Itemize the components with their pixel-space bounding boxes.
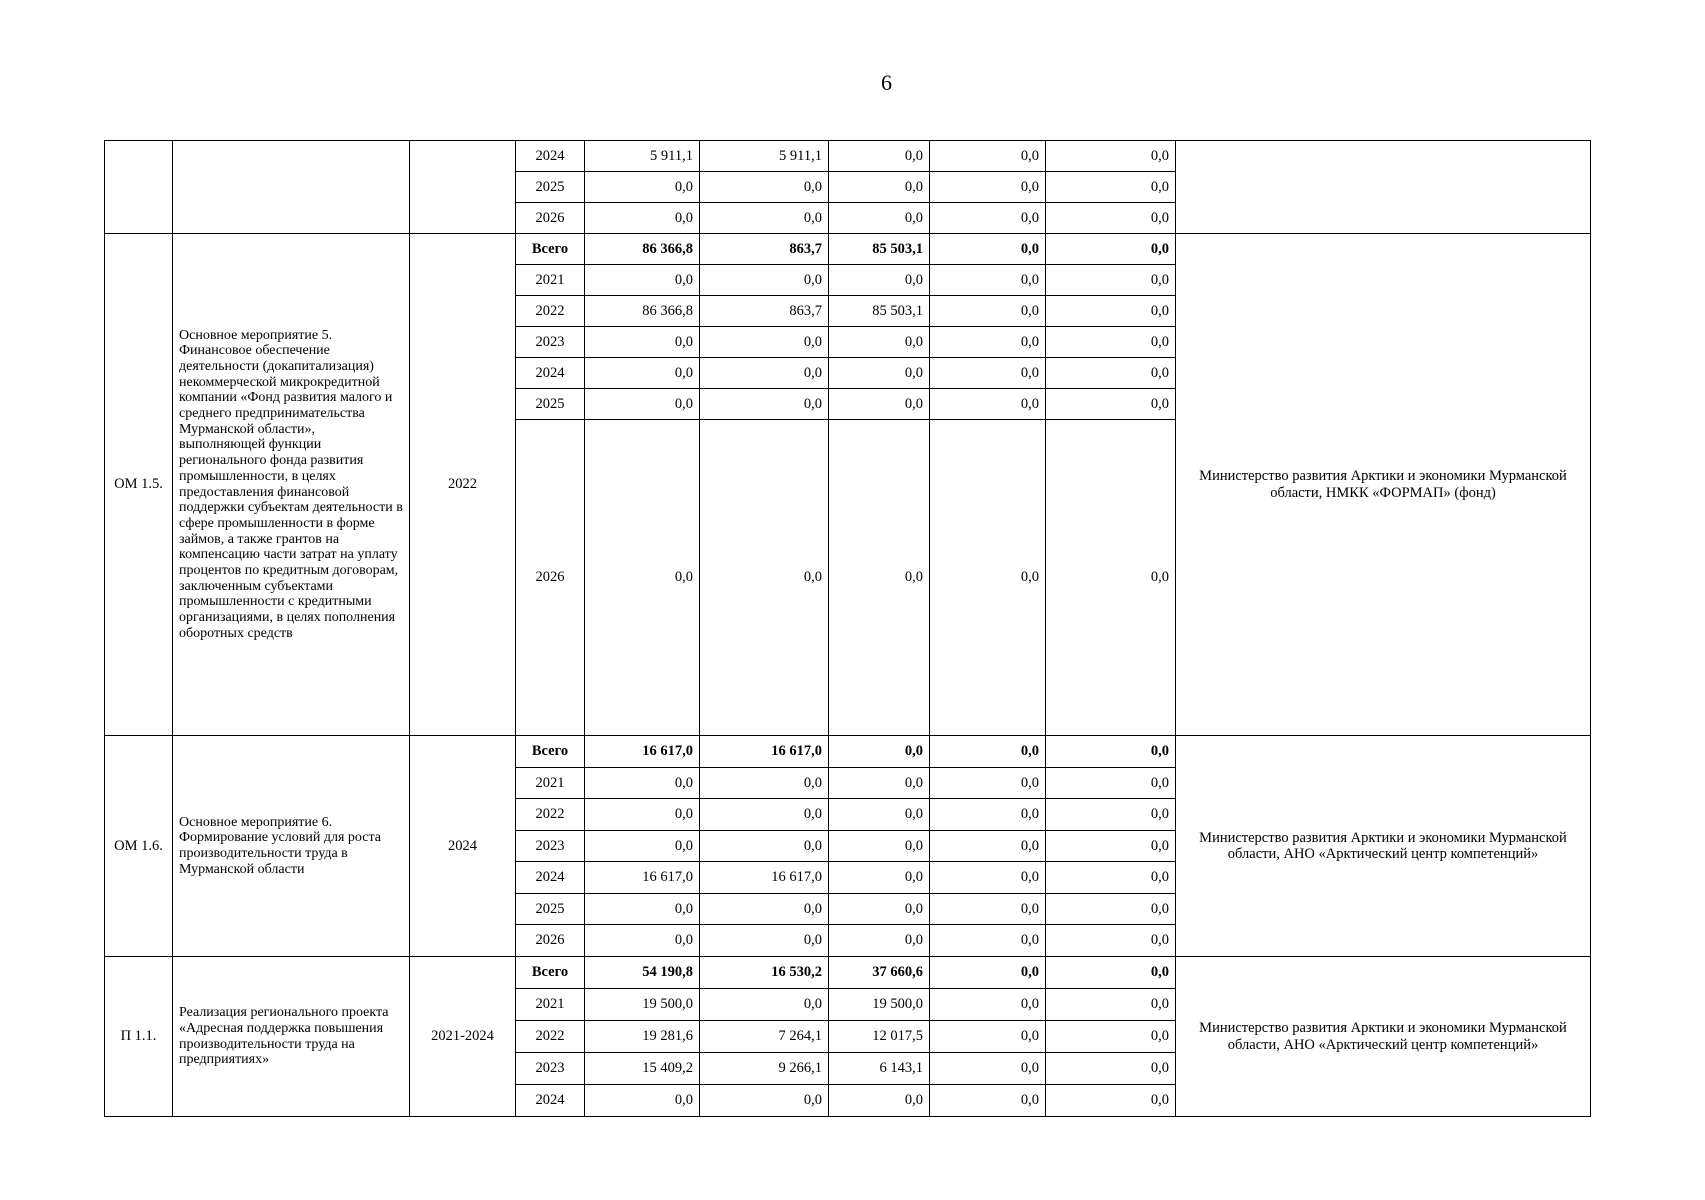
regional-budget-cell: 12 017,5: [829, 1021, 930, 1053]
total-amount-cell: 0,0: [585, 327, 700, 358]
year-cell: 2023: [516, 327, 585, 358]
local-budget-cell: 0,0: [930, 736, 1046, 768]
regional-budget-cell: 0,0: [829, 327, 930, 358]
other-sources-cell: 0,0: [1046, 203, 1176, 234]
regional-budget-cell: 0,0: [829, 736, 930, 768]
measure-block: [105, 957, 1591, 1117]
year-cell: 2022: [516, 1021, 585, 1053]
other-sources-cell: 0,0: [1046, 831, 1176, 862]
regional-budget-cell: 0,0: [829, 203, 930, 234]
local-budget-cell: 0,0: [930, 831, 1046, 862]
year-cell: 2021: [516, 989, 585, 1021]
other-sources-cell: 0,0: [1046, 389, 1176, 420]
other-sources-cell: 0,0: [1046, 925, 1176, 957]
total-amount-cell: 86 366,8: [585, 296, 700, 327]
year-cell: Всего: [516, 957, 585, 989]
federal-budget-cell: 16 617,0: [700, 736, 829, 768]
federal-budget-cell: 0,0: [700, 1085, 829, 1117]
year-cell: 2026: [516, 925, 585, 957]
local-budget-cell: 0,0: [930, 203, 1046, 234]
local-budget-cell: 0,0: [930, 358, 1046, 389]
total-amount-cell: 0,0: [585, 172, 700, 203]
regional-budget-cell: 85 503,1: [829, 234, 930, 265]
regional-budget-cell: 0,0: [829, 141, 930, 172]
total-amount-cell: 19 500,0: [585, 989, 700, 1021]
regional-budget-cell: 0,0: [829, 862, 930, 894]
total-amount-cell: 15 409,2: [585, 1053, 700, 1085]
total-amount-cell: 0,0: [585, 420, 700, 736]
federal-budget-cell: 863,7: [700, 234, 829, 265]
other-sources-cell: 0,0: [1046, 234, 1176, 265]
regional-budget-cell: 0,0: [829, 768, 930, 799]
measure-code: [105, 141, 173, 234]
federal-budget-cell: 863,7: [700, 296, 829, 327]
total-amount-cell: 0,0: [585, 894, 700, 925]
year-cell: 2024: [516, 141, 585, 172]
local-budget-cell: 0,0: [930, 234, 1046, 265]
other-sources-cell: 0,0: [1046, 141, 1176, 172]
local-budget-cell: 0,0: [930, 989, 1046, 1021]
local-budget-cell: 0,0: [930, 389, 1046, 420]
measure-block: [105, 141, 1591, 234]
federal-budget-cell: 16 530,2: [700, 957, 829, 989]
other-sources-cell: 0,0: [1046, 862, 1176, 894]
total-amount-cell: 0,0: [585, 799, 700, 831]
local-budget-cell: 0,0: [930, 862, 1046, 894]
regional-budget-cell: 0,0: [829, 799, 930, 831]
federal-budget-cell: 0,0: [700, 799, 829, 831]
local-budget-cell: 0,0: [930, 1021, 1046, 1053]
other-sources-cell: 0,0: [1046, 296, 1176, 327]
local-budget-cell: 0,0: [930, 1053, 1046, 1085]
measure-name: [173, 141, 410, 234]
measure-code: П 1.1.: [105, 957, 173, 1117]
year-cell: 2024: [516, 1085, 585, 1117]
responsible-executor: [1176, 141, 1591, 234]
table-row: [105, 957, 1591, 989]
regional-budget-cell: 0,0: [829, 358, 930, 389]
regional-budget-cell: 0,0: [829, 172, 930, 203]
year-cell: 2025: [516, 894, 585, 925]
federal-budget-cell: 0,0: [700, 203, 829, 234]
measure-term: 2024: [410, 736, 516, 957]
year-cell: 2025: [516, 172, 585, 203]
measure-term: 2022: [410, 234, 516, 736]
local-budget-cell: 0,0: [930, 265, 1046, 296]
regional-budget-cell: 0,0: [829, 894, 930, 925]
table-row: [105, 234, 1591, 265]
year-cell: 2026: [516, 420, 585, 736]
federal-budget-cell: 16 617,0: [700, 862, 829, 894]
total-amount-cell: 0,0: [585, 358, 700, 389]
total-amount-cell: 86 366,8: [585, 234, 700, 265]
federal-budget-cell: 0,0: [700, 894, 829, 925]
table-row: [105, 736, 1591, 768]
measure-name: Основное мероприятие 5. Финансовое обеспечение деятельности (докапитализация) некоммерческой микрокредитной компании «Фонд развития малого и среднего предпринимательства Мурманской области», выполняющей функции регионального фонда развития промышленности, в целях предоставления финансовой поддержки субъектам деятельности в сфере промышленности в форме займов, а также грантов на компенсацию части затрат на уплату процентов по кредитным договорам, заключенным субъектами промышленности с кредитными организациями, в целях пополнения оборотных средств: [173, 234, 410, 736]
local-budget-cell: 0,0: [930, 141, 1046, 172]
regional-budget-cell: 19 500,0: [829, 989, 930, 1021]
local-budget-cell: 0,0: [930, 768, 1046, 799]
measure-name: Реализация регионального проекта «Адресная поддержка повышения производительности труда на предприятиях»: [173, 957, 410, 1117]
other-sources-cell: 0,0: [1046, 799, 1176, 831]
total-amount-cell: 5 911,1: [585, 141, 700, 172]
measure-term: [410, 141, 516, 234]
year-cell: Всего: [516, 234, 585, 265]
other-sources-cell: 0,0: [1046, 894, 1176, 925]
measure-name: Основное мероприятие 6. Формирование условий для роста производительности труда в Мурманской области: [173, 736, 410, 957]
other-sources-cell: 0,0: [1046, 1085, 1176, 1117]
regional-budget-cell: 0,0: [829, 389, 930, 420]
regional-budget-cell: 0,0: [829, 831, 930, 862]
local-budget-cell: 0,0: [930, 172, 1046, 203]
year-cell: 2023: [516, 831, 585, 862]
total-amount-cell: 0,0: [585, 389, 700, 420]
regional-budget-cell: 0,0: [829, 925, 930, 957]
other-sources-cell: 0,0: [1046, 327, 1176, 358]
total-amount-cell: 19 281,6: [585, 1021, 700, 1053]
other-sources-cell: 0,0: [1046, 172, 1176, 203]
total-amount-cell: 0,0: [585, 203, 700, 234]
local-budget-cell: 0,0: [930, 296, 1046, 327]
other-sources-cell: 0,0: [1046, 265, 1176, 296]
other-sources-cell: 0,0: [1046, 957, 1176, 989]
regional-budget-cell: 6 143,1: [829, 1053, 930, 1085]
year-cell: 2022: [516, 799, 585, 831]
total-amount-cell: 54 190,8: [585, 957, 700, 989]
financing-table: [104, 140, 1591, 1117]
year-cell: 2025: [516, 389, 585, 420]
local-budget-cell: 0,0: [930, 327, 1046, 358]
measure-code: ОМ 1.5.: [105, 234, 173, 736]
other-sources-cell: 0,0: [1046, 1021, 1176, 1053]
other-sources-cell: 0,0: [1046, 989, 1176, 1021]
local-budget-cell: 0,0: [930, 420, 1046, 736]
year-cell: 2024: [516, 358, 585, 389]
year-cell: 2024: [516, 862, 585, 894]
total-amount-cell: 0,0: [585, 831, 700, 862]
page-number: 6: [881, 70, 892, 95]
federal-budget-cell: 7 264,1: [700, 1021, 829, 1053]
federal-budget-cell: 0,0: [700, 358, 829, 389]
year-cell: Всего: [516, 736, 585, 768]
other-sources-cell: 0,0: [1046, 420, 1176, 736]
responsible-executor: Министерство развития Арктики и экономики Мурманской области, АНО «Арктический центр компетенций»: [1176, 957, 1591, 1117]
measure-term: 2021-2024: [410, 957, 516, 1117]
year-cell: 2021: [516, 265, 585, 296]
table-row: [105, 141, 1591, 172]
regional-budget-cell: 85 503,1: [829, 296, 930, 327]
federal-budget-cell: 0,0: [700, 265, 829, 296]
federal-budget-cell: 0,0: [700, 768, 829, 799]
total-amount-cell: 0,0: [585, 925, 700, 957]
other-sources-cell: 0,0: [1046, 736, 1176, 768]
local-budget-cell: 0,0: [930, 925, 1046, 957]
local-budget-cell: 0,0: [930, 957, 1046, 989]
responsible-executor: Министерство развития Арктики и экономики Мурманской области, АНО «Арктический центр компетенций»: [1176, 736, 1591, 957]
federal-budget-cell: 0,0: [700, 989, 829, 1021]
federal-budget-cell: 0,0: [700, 327, 829, 358]
total-amount-cell: 0,0: [585, 1085, 700, 1117]
federal-budget-cell: 0,0: [700, 925, 829, 957]
other-sources-cell: 0,0: [1046, 358, 1176, 389]
year-cell: 2026: [516, 203, 585, 234]
federal-budget-cell: 0,0: [700, 389, 829, 420]
other-sources-cell: 0,0: [1046, 1053, 1176, 1085]
regional-budget-cell: 37 660,6: [829, 957, 930, 989]
responsible-executor: Министерство развития Арктики и экономики Мурманской области, НМКК «ФОРМАП» (фонд): [1176, 234, 1591, 736]
regional-budget-cell: 0,0: [829, 420, 930, 736]
federal-budget-cell: 0,0: [700, 831, 829, 862]
measure-block: [105, 736, 1591, 957]
year-cell: 2022: [516, 296, 585, 327]
total-amount-cell: 0,0: [585, 768, 700, 799]
total-amount-cell: 16 617,0: [585, 736, 700, 768]
local-budget-cell: 0,0: [930, 799, 1046, 831]
regional-budget-cell: 0,0: [829, 1085, 930, 1117]
regional-budget-cell: 0,0: [829, 265, 930, 296]
year-cell: 2023: [516, 1053, 585, 1085]
local-budget-cell: 0,0: [930, 894, 1046, 925]
total-amount-cell: 0,0: [585, 265, 700, 296]
federal-budget-cell: 5 911,1: [700, 141, 829, 172]
local-budget-cell: 0,0: [930, 1085, 1046, 1117]
other-sources-cell: 0,0: [1046, 768, 1176, 799]
federal-budget-cell: 9 266,1: [700, 1053, 829, 1085]
measure-code: ОМ 1.6.: [105, 736, 173, 957]
federal-budget-cell: 0,0: [700, 420, 829, 736]
year-cell: 2021: [516, 768, 585, 799]
measure-block: [105, 234, 1591, 736]
federal-budget-cell: 0,0: [700, 172, 829, 203]
total-amount-cell: 16 617,0: [585, 862, 700, 894]
